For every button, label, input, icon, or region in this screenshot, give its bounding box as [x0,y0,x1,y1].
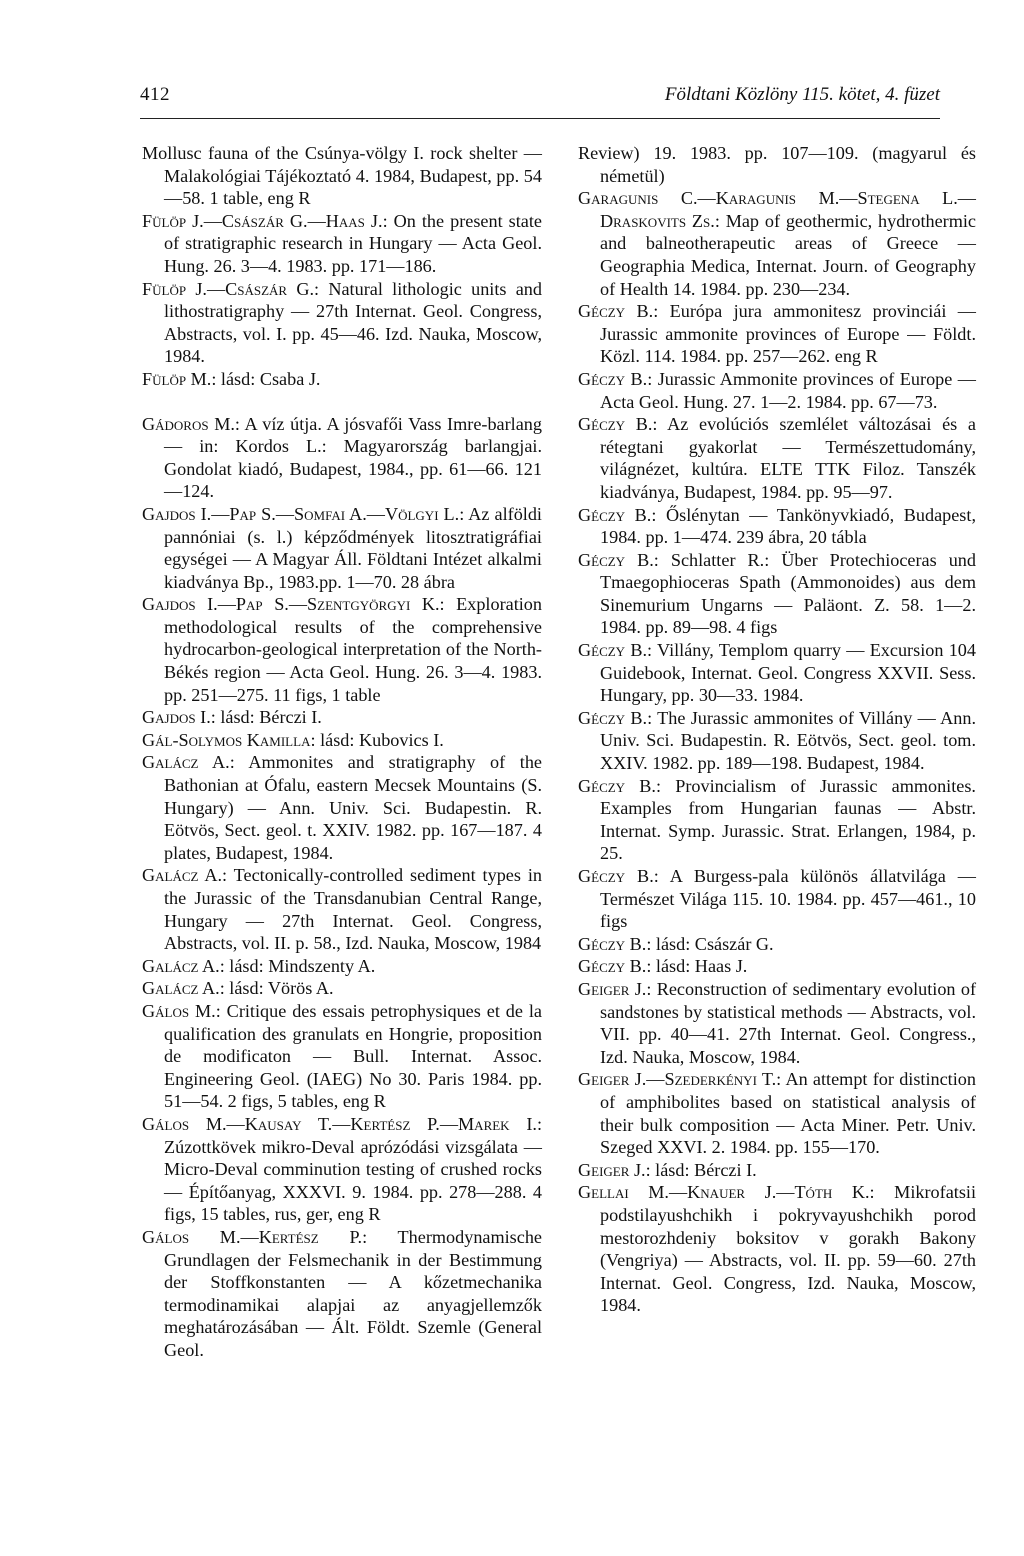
bibliography-entry [142,1226,542,1362]
entry-text: : Exploration methodological results of the comprehensive hydrocarbon-geological interpretation of the North-Békés region — Acta Geol. Hung. 26. 3—4. 1983. pp. 251—275. 11 figs, 1 table [164,594,542,705]
entry-author: Géczy B. [578,414,653,435]
entry-text: : A Burgess-pala különös állatvilága — Természet Világa 115. 10. 1984. pp. 457—461., 10 figs [600,866,976,932]
bibliography-entry [142,210,542,278]
bibliography-entry [578,549,976,639]
entry-author: Galácz A. [142,955,220,976]
bibliography-entry [578,955,976,978]
bibliography-entry [578,413,976,503]
entry-author: Garagunis C.—Karagunis M.—Stegena L.—Draskovits Zs. [578,188,976,231]
bibliography-entry [578,1068,976,1158]
entry-author: Géczy B. [578,956,647,977]
entry-text: : Jurassic Ammonite provinces of Europe — Acta Geol. Hung. 27. 1—2. 1984. pp. 67—73. [600,368,976,412]
entry-author: Geiger J. [578,1159,646,1180]
entry-text: : lásd: Bérczi I. [645,1159,757,1180]
bibliography-entry [142,977,542,1000]
entry-text: : Mikrofatsii podstilayushchikh i pokryvayushchikh porod mestorozhdeniy boksitov v gorakh Bakony (Vengriya) — Abstracts, vol. II. pp. 59—60. 27th Internat. Geol. Congress, Izd. Nauka, Moscow, 1984. [600,1182,977,1316]
entry-author: Géczy B. [578,301,654,322]
bibliography-entry [578,933,976,956]
left-column [142,142,542,1361]
entry-author: Géczy B. [578,933,647,954]
bibliography-entry [142,729,542,752]
entry-author: Gajdos I. [142,707,211,728]
entry-author: Geiger J.—Szederkényi T. [578,1069,777,1090]
entry-text: : Villány, Templom quarry — Excursion 104 Guidebook, Internat. Geol. Congress XXVII. Sess. Hungary, pp. 30—33. 1984. [600,640,976,706]
entry-author: Galácz A. [142,978,220,999]
bibliography-entry [142,368,542,391]
entry-text: : Map of geothermic, hydrothermic and balneotherapeutic areas of Greece — Geographia Medica, Internat. Journ. of Geography of Health 14. 1984. pp. 230—234. [600,210,976,299]
entry-author: Galácz A. [142,865,223,886]
entry-text: : lásd: Mindszenty A. [219,955,376,976]
bibliography-entry [142,503,542,593]
right-column [578,142,976,1317]
bibliography-entry [142,1000,542,1113]
entry-text: Mollusc fauna of the Csúnya-völgy I. rock shelter — Malakológiai Tájékoztató 4. 1984, Budapest, pp. 54—58. 1 table, eng R [142,143,542,209]
entry-text: : lásd: Vörös A. [219,978,334,999]
entry-text: : lásd: Haas J. [646,956,748,977]
entry-text: Review) 19. 1983. pp. 107—109. (magyarul és németül) [578,143,976,186]
entry-text: : Natural lithologic units and lithostratigraphy — 27th Internat. Geol. Congress, Abstracts, vol. I. pp. 45—46. Izd. Nauka, Moscow, 1984. [164,278,542,367]
entry-author: Géczy B. [578,640,648,661]
entry-text: : Provincialism of Jurassic ammonites. Examples from Hungarian faunas — Abstr. Internat. Symp. Jurassic. Strat. Erlangen, 1984, p. 25. [600,775,976,864]
entry-text: : Európa jura ammonitesz provinciái — Jurassic ammonite provinces of Europe — Földt. Közl. 114. 1984. pp. 257—262. eng R [600,301,976,367]
entry-text: : Thermodynamische Grundlagen der Felsmechanik in der Bestimmung der Stoffkonstanten — A kőzetmechanika termodinamikai alapjai az anyagjellemzők meghatározásában — Ált. Földt. Szemle (General Geol. [164,1226,543,1360]
bibliography-entry [142,278,542,368]
bibliography-entry [142,142,542,210]
entry-text: : Az evolúciós szemlélet változásai és a rétegtani gyakorlat — Természettudomány, világnézet, kultúra. ELTE TTK Filoz. Tanszék kiadványa, Budapest, 1984. pp. 95—97. [600,414,976,502]
bibliography-entry [578,187,976,300]
entry-author: Géczy B. [578,707,648,728]
bibliography-entry [142,1113,542,1226]
bibliography-entry [578,142,976,187]
running-title: Földtani Közlöny 115. kötet, 4. füzet [664,84,940,105]
entry-author: Gajdos I.—Pap S.—Somfai A.—Völgyi L. [142,503,460,524]
entry-text: : An attempt for distinction of amphibolites based on statistical analysis of their bulk composition — Acta Miner. Petr. Univ. Szeged XXVI. 2. 1984. pp. 155—170. [600,1069,976,1158]
entry-text: : Schlatter R.: Über Protechioceras und Tmaegophioceras Spath (Ammonoides) aus dem Sinemurium Ungarns — Paläont. Z. 58. 1—2. 1984. pp. 89—98. 4 figs [600,549,976,638]
entry-text: : lásd: Császár G. [646,933,774,954]
entry-author: Géczy B. [578,504,652,525]
header-rule [140,118,940,119]
entry-author: Gál-Solymos Kamilla [142,729,311,750]
bibliography-entry [578,639,976,707]
bibliography-entry [142,864,542,954]
entry-author: Géczy B. [578,866,654,886]
bibliography-entry [578,865,976,933]
entry-author: Gádoros M. [142,413,235,434]
entry-text: : Critique des essais petrophysiques et de la qualification des granulats en Hongrie, proposition de modificaton — Bull. Internat. Assoc. Engineering Geol. (IAEG) No 30. Paris 1984. pp. 51—54. 2 figs, 5 tables, eng R [164,1000,542,1112]
bibliography-entry [578,1181,976,1317]
entry-author: Gálos M.—Kausay T.—Kertész P.—Marek I. [142,1113,537,1134]
entry-text: : Zúzottkövek mikro-Deval aprózódási vizsgálata — Micro-Deval comminution testing of crushed rocks — Építőanyag, XXXVI. 9. 1984. pp. 278—288. 4 figs, 15 tables, rus, ger, eng R [164,1113,542,1225]
entry-author: Geiger J. [578,978,647,999]
bibliography-entry [578,775,976,865]
entry-text: : lásd: Bérczi I. [210,707,322,728]
bibliography-entry [578,1159,976,1182]
entry-author: Géczy B. [578,775,656,796]
page-header [140,84,940,114]
entry-author: Géczy B. [578,549,654,570]
bibliography-entry [578,504,976,549]
bibliography-entry [142,955,542,978]
entry-author: Gajdos I.—Pap S.—Szentgyörgyi K. [142,594,440,615]
bibliography-entry [578,300,976,368]
entry-text: : Az alföldi pannóniai (s. l.) képződmények litosztratigráfiai egységei — A Magyar Áll. Földtani Intézet alkalmi kiadványa Bp., 1983.pp. 1—70. 28 ábra [164,503,542,592]
entry-author: Fülöp M. [142,368,212,389]
entry-author: Gálos M.—Kertész P. [142,1226,363,1247]
bibliography-entry [578,368,976,413]
entry-author: Gálos M. [142,1000,216,1021]
entry-text: : Reconstruction of sedimentary evolution of sandstones by statistical methods — Abstracts, vol. VII. pp. 40—41. 27th Internat. Geol. Congress., Izd. Nauka, Moscow, 1984. [600,978,976,1067]
bibliography-entry [142,751,542,864]
entry-text: : The Jurassic ammonites of Villány — Ann. Univ. Sci. Budapestin. R. Eötvös, Sect. geol. tom. XXIV. 1982. pp. 189—198. Budapest, 1984. [600,707,976,774]
entry-text: : lásd: Csaba J. [211,368,321,389]
entry-text: : Őslénytan — Tankönyvkiadó, Budapest, 1984. pp. 1—474. 239 ábra, 20 tábla [600,504,976,548]
entry-text: : Ammonites and stratigraphy of the Bathonian at Ófalu, eastern Mecsek Mountains (S. Hungary) — Ann. Univ. Sci. Budapestin. R. Eötvös, Sect. geol. t. XXIV. 1982. pp. 167—187. 4 plates, Budapest, 1984. [164,752,542,863]
bibliography-entry [578,707,976,775]
entry-text: : lásd: Kubovics I. [310,729,444,750]
page-number: 412 [140,84,170,105]
entry-author: Fülöp J.—Császár G.—Haas J. [142,210,383,231]
bibliography-entry [142,413,542,503]
entry-text: : A víz útja. A jósvafői Vass Imre-barlang — in: Kordos L.: Magyarország barlangjai. Gondolat kiadó, Budapest, 1984., pp. 61—66. 121—124. [164,413,542,502]
entry-author: Géczy B. [578,368,648,389]
bibliography-entry [142,593,542,706]
bibliography-entry [578,978,976,1068]
entry-text: : Tectonically-controlled sediment types in the Jurassic of the Transdanubian Central Range, Hungary — 27th Internat. Geol. Congress, Abstracts, vol. II. p. 58., Izd. Nauka, Moscow, 1984 [164,865,542,954]
entry-text: : On the present state of stratigraphic research in Hungary — Acta Geol. Hung. 26. 3—4. 1983. pp. 171—186. [164,210,542,276]
bibliography-entry [142,706,542,729]
entry-author: Fülöp J.—Császár G. [142,278,315,299]
entry-author: Gellai M.—Knauer J.—Tóth K. [578,1182,870,1203]
entry-author: Galácz A. [142,752,230,773]
